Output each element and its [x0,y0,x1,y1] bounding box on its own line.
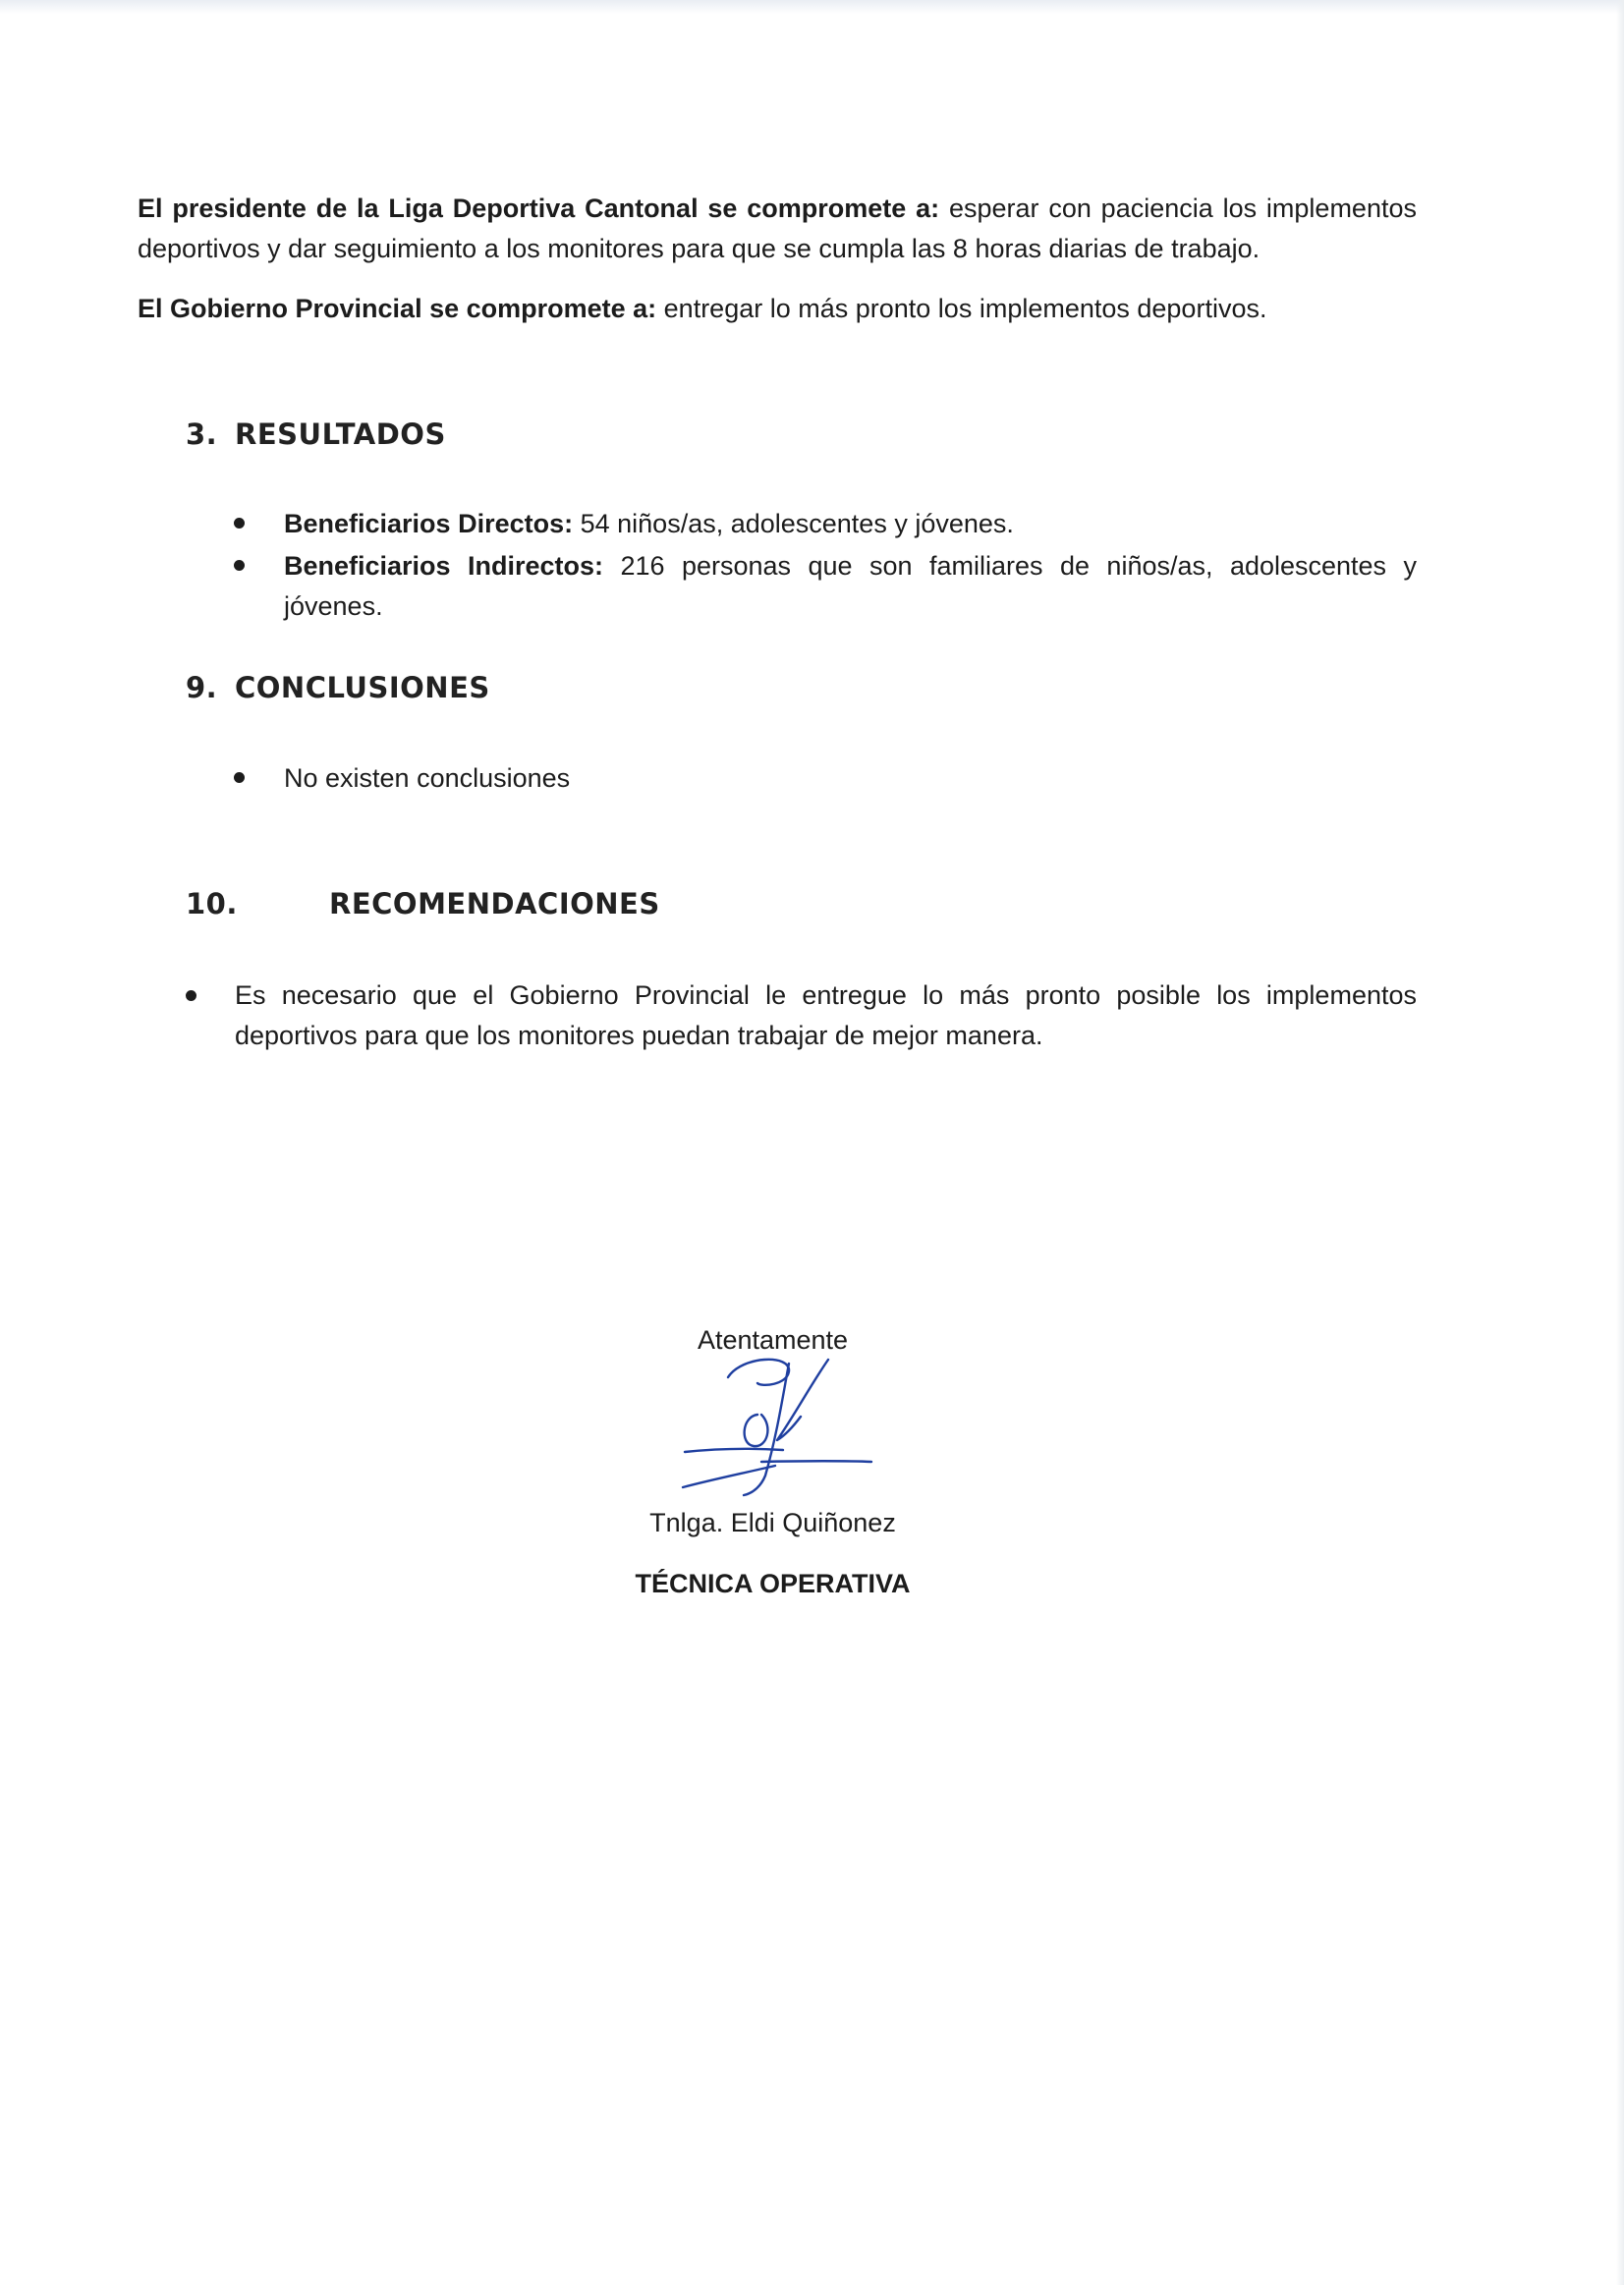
signer-role: TÉCNICA OPERATIVA [635,1569,911,1598]
list-item-text: 216 personas que son familiares de niños/as, adolescentes y jóvenes. [284,551,1418,621]
commitment-liga-lead: El presidente de la Liga Deportiva Cantonal se compromete a: [138,194,940,223]
scan-edge-right [1616,0,1624,2285]
list-item-lead: Beneficiarios Directos: [284,509,574,538]
list-item-text: No existen conclusiones [284,763,571,793]
section-heading-resultados [186,418,446,451]
section-number: 10. [186,887,238,920]
closing-salutation: Atentamente [697,1325,849,1355]
list-item-conclusion [284,758,1417,799]
bullet-icon [234,518,245,529]
section-heading-conclusiones [186,671,490,704]
handwritten-signature [663,1346,899,1503]
bullet-icon [186,990,196,1001]
commitment-liga-text: esperar con paciencia los implementos deportivos y dar seguimiento a los monitores para que se cumpla las 8 horas diarias de trabajo. [138,194,1417,263]
list-item-recomendacion [235,975,1417,1056]
commitment-liga-paragraph [138,189,1417,269]
commitment-gobierno-lead: El Gobierno Provincial se compromete a: [138,294,657,323]
list-item-beneficiarios-indirectos [284,546,1417,627]
list-item-beneficiarios-directos [284,504,1417,544]
section-title: RESULTADOS [235,418,446,451]
bullet-icon [234,560,245,571]
section-number: 3. [186,418,218,451]
bullet-icon [234,772,245,783]
signer-name: Tnlga. Eldi Quiñonez [649,1508,896,1537]
list-item-text: Es necesario que el Gobierno Provincial le entregue lo más pronto posible los implementos deportivos para que los monitores puedan trabajar de mejor manera. [235,980,1417,1050]
section-heading-recomendaciones [186,887,660,920]
commitment-gobierno-text: entregar lo más pronto los implementos deportivos. [656,294,1267,323]
list-item-lead: Beneficiarios Indirectos: [284,551,604,581]
scan-edge-top [0,0,1624,14]
section-title: CONCLUSIONES [235,671,490,704]
section-number: 9. [186,671,218,704]
list-item-text: 54 niños/as, adolescentes y jóvenes. [573,509,1014,538]
commitment-gobierno-paragraph [138,289,1417,329]
section-title: RECOMENDACIONES [329,887,660,920]
